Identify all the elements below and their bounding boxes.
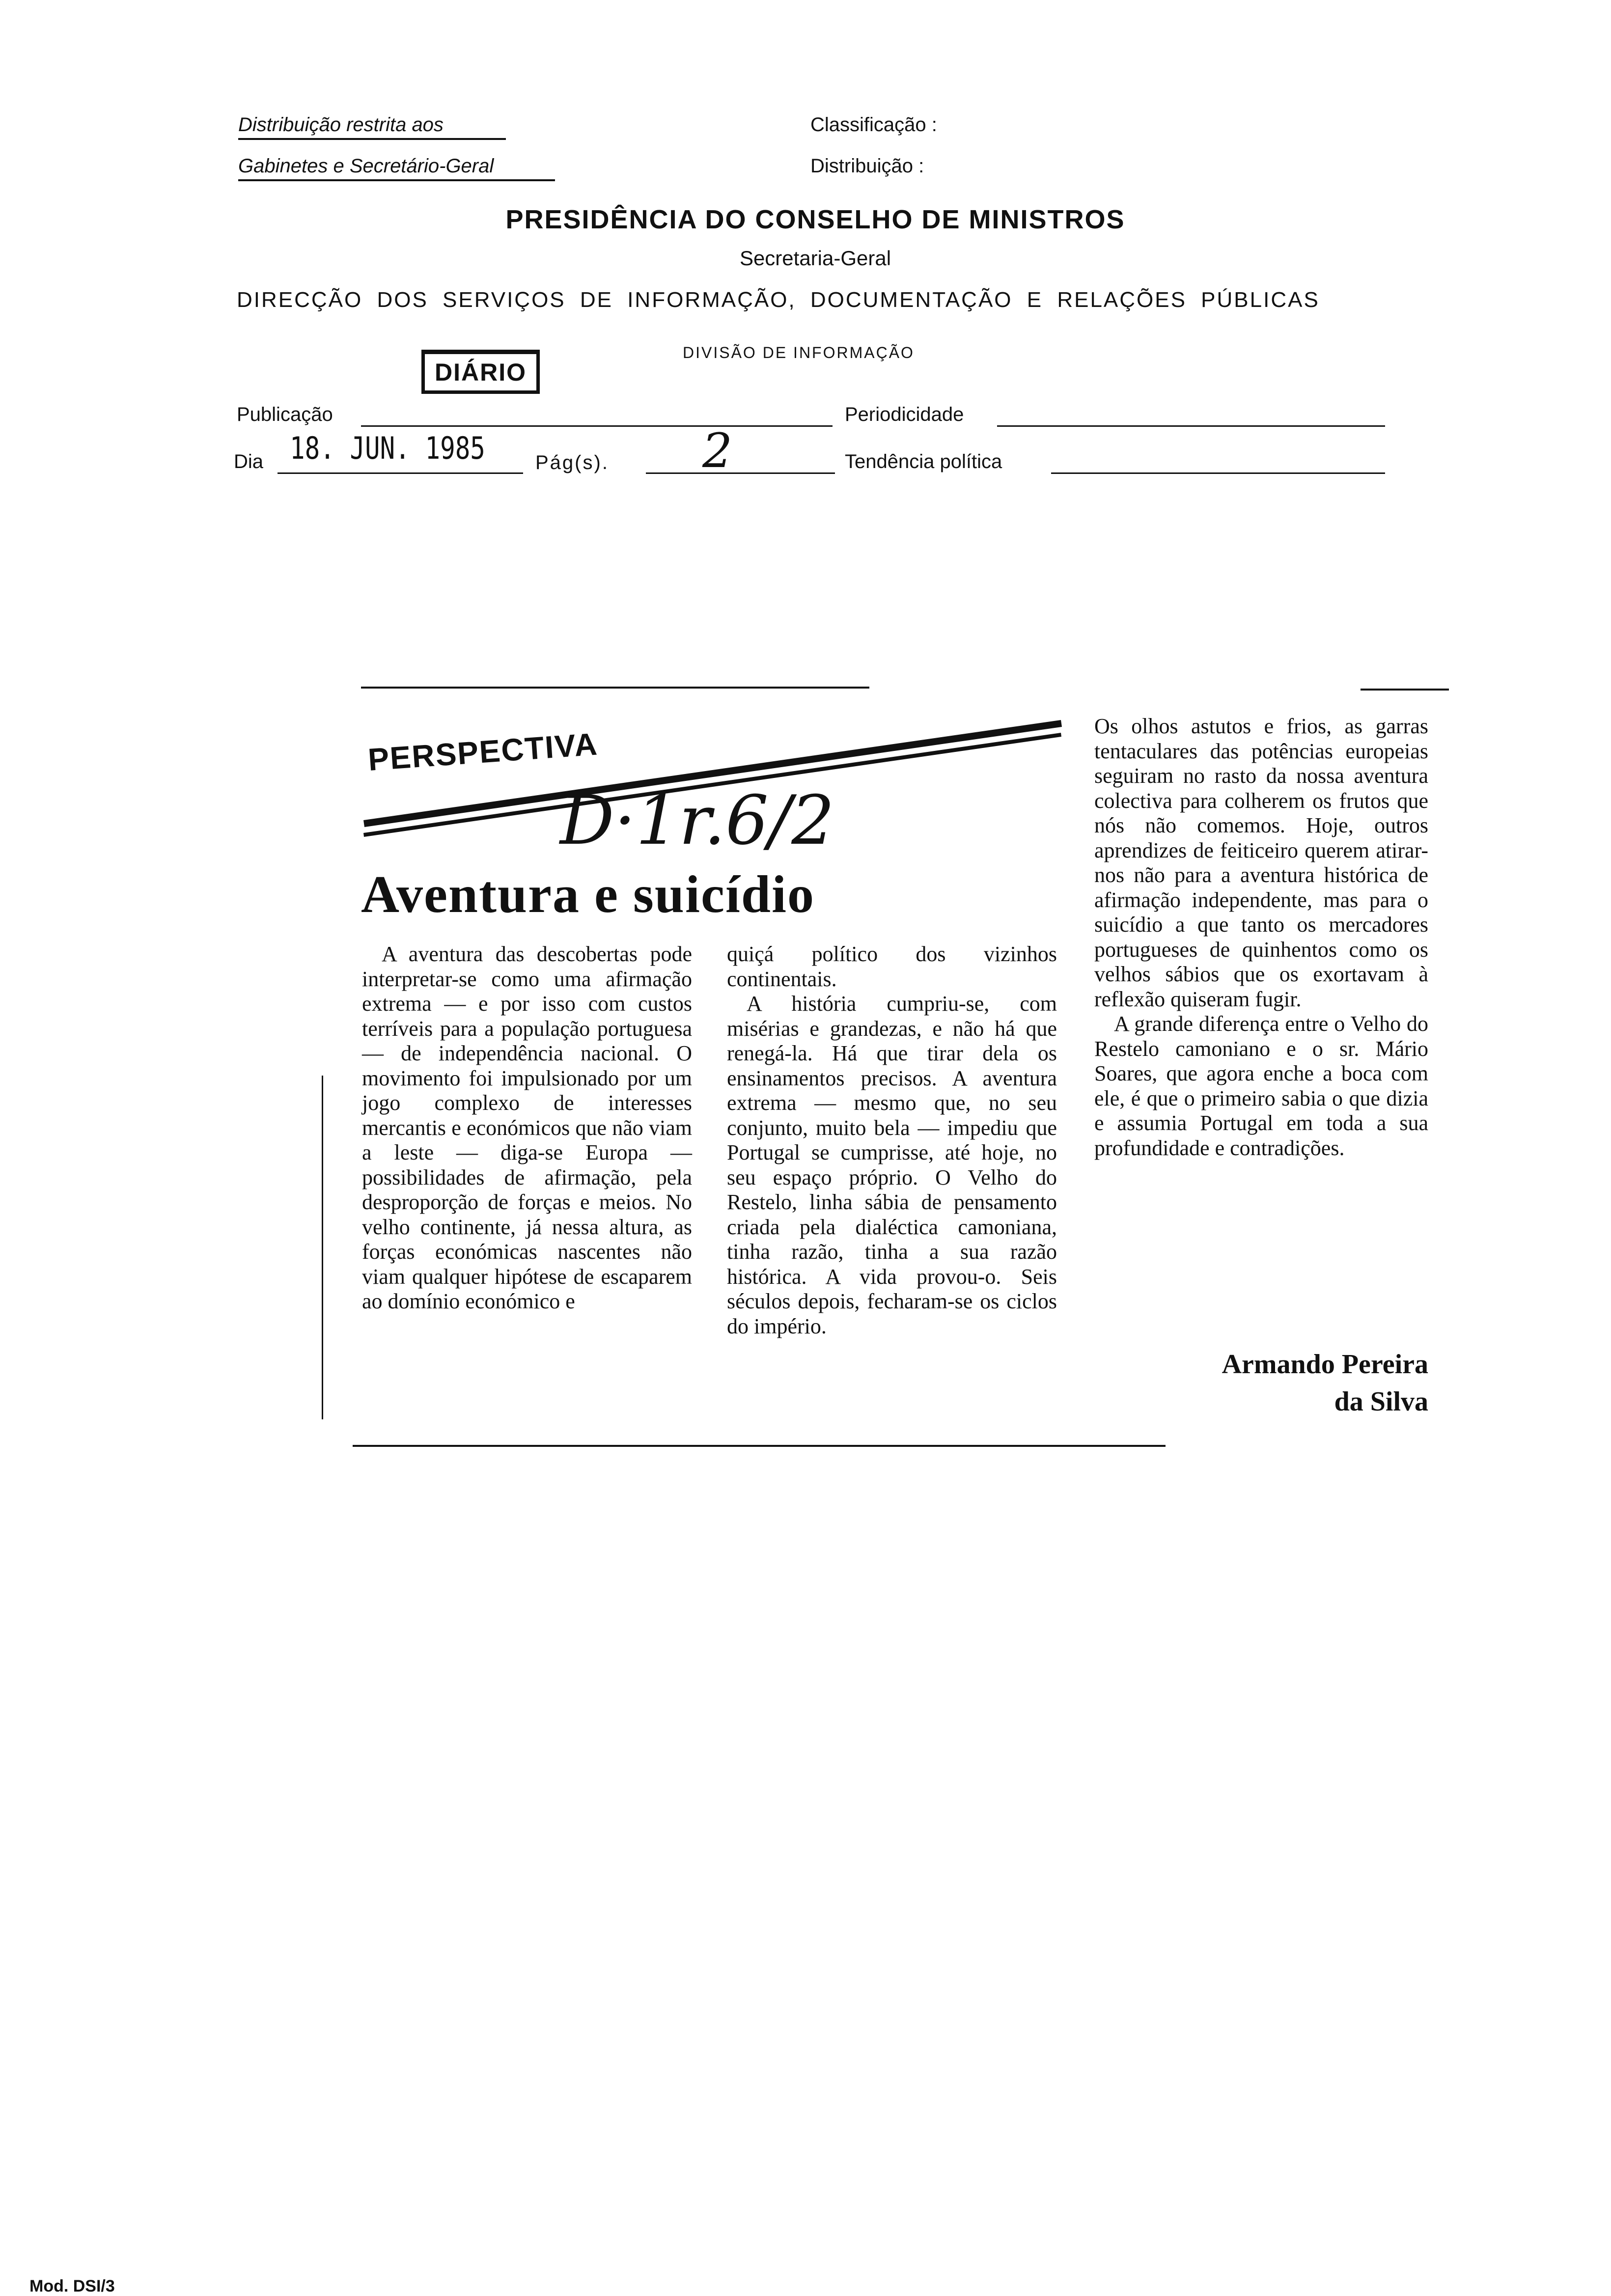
section-tag: PERSPECTIVA <box>366 726 599 778</box>
publication-label: Publicação <box>237 404 333 425</box>
political-tendency-label: Tendência política <box>845 451 1002 472</box>
directorate-line: DIRECÇÃO DOS SERVIÇOS DE INFORMAÇÃO, DOCUMENTAÇÃO E RELAÇÕES PÚBLICAS <box>237 288 1320 312</box>
organization-title: PRESIDÊNCIA DO CONSELHO DE MINISTROS <box>505 205 1125 234</box>
column1-paragraph: A aventura das descobertas pode interpretar-se como uma afirmação extrema — e por isso com custos terríveis para a população portuguesa — de independência nacional. O movimento foi impulsionado por um jogo complexo de interesses mercantis e económicos que não viam a leste — diga-se Europa — possibilidades de afirmação, pela desproporção de forças e meios. No velho continente, já nessa altura, as forças económicas nascentes não viam qualquer hipótese de escaparem ao domínio económico e <box>362 942 692 1313</box>
column3-paragraph-2: A grande diferença entre o Velho do Restelo camoniano e o sr. Mário Soares, que agora enche a boca com ele, é que o primeiro sabia o que dizia e assumia Portugal em toda a sua profundidade e contradições. <box>1094 1012 1428 1160</box>
day-label: Dia <box>234 451 264 472</box>
distribution-restricted-line2: Gabinetes e Secretário-Geral <box>238 155 555 181</box>
clipping-bottom-rule <box>353 1445 1166 1447</box>
day-value: 18. JUN. 1985 <box>290 430 485 466</box>
column3-paragraph-1: Os olhos astutos e frios, as garras tentaculares das potências europeias seguiram no rasto da nossa aventura colectiva para colherem os frutos que nós não comemos. Hoje, outros aprendizes de feiticeiro querem atirar-nos não para a aventura histórica de afirmação independente, mas para o suicídio a que tanto os mercadores portugueses de quinhentos como os velhos sábios que os exortavam à reflexão quiseram fugir. <box>1094 714 1428 1011</box>
distribution-restricted-line1: Distribuição restrita aos <box>238 114 506 140</box>
political-tendency-field-line <box>1051 472 1385 474</box>
periodicity-label: Periodicidade <box>845 404 964 425</box>
author-line-1: Armando Pereira <box>1222 1349 1428 1380</box>
publication-field-line <box>361 425 833 427</box>
pages-label: Pág(s). <box>535 452 609 473</box>
column2-paragraph-2: A história cumpriu-se, com misérias e grandezas, e não há que renegá-la. Há que tirar dela os ensinamentos precisos. A aventura extrema — mesmo que, no seu conjunto, muito bela — impediu que Portugal se cumprisse, até hoje, no seu espaço próprio. O Velho do Restelo, linha sábia de pensamento criada pela dialéctica camoniana, tinha razão, tinha a sua razão histórica. A vida provou-o. Seis séculos depois, fecharam-se os ciclos do império. <box>727 992 1057 1338</box>
author-line-2: da Silva <box>1334 1386 1428 1417</box>
clipping-top-rule <box>361 687 869 689</box>
headline: Aventura e suicídio <box>361 865 815 924</box>
distribution-label: Distribuição : <box>810 155 924 177</box>
division-label: DIVISÃO DE INFORMAÇÃO <box>683 344 915 361</box>
day-field-line <box>278 472 523 474</box>
model-code: Mod. DSI/3 <box>29 2277 115 2296</box>
column2-paragraph-1: quiçá político dos vizinhos continentais. <box>727 942 1057 991</box>
article-column-3 <box>1094 714 1428 1161</box>
pages-field-line <box>646 472 835 474</box>
secretariat-label: Secretaria-Geral <box>739 247 891 270</box>
handwritten-note: D·1r.6/2 <box>560 781 835 860</box>
margin-mark <box>322 1076 323 1419</box>
clipping-top-rule-right <box>1361 689 1449 691</box>
periodicity-field-line <box>997 425 1385 427</box>
article-column-2 <box>727 942 1057 1339</box>
author <box>1094 1346 1428 1420</box>
classification-label: Classificação : <box>810 114 937 136</box>
pages-value: 2 <box>702 423 733 478</box>
article-column-1 <box>362 942 692 1314</box>
publication-stamp: DIÁRIO <box>421 350 540 394</box>
